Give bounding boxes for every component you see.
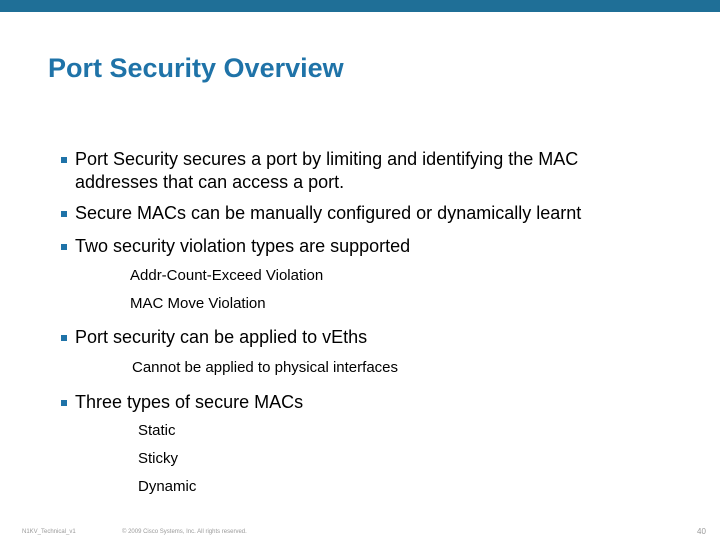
sub-item: Cannot be applied to physical interfaces (132, 359, 399, 376)
bullet-text: Port Security secures a port by limiting and identifying the MAC addresses that can access a port. (75, 149, 579, 192)
bullet-square-icon (61, 335, 67, 341)
sub-item: Dynamic (138, 478, 197, 495)
bullet-text: Secure MACs can be manually configured or dynamically learnt (75, 203, 582, 223)
bullet-square-icon (61, 244, 67, 250)
bullet-square-icon (61, 400, 67, 406)
sub-item: Static (138, 422, 176, 439)
bullet-text: Three types of secure MACs (75, 392, 304, 412)
slide-title: Port Security Overview (48, 53, 344, 83)
bullet-square-icon (61, 211, 67, 217)
sub-item: Sticky (138, 450, 179, 467)
footer-doc-id: N1KV_Technical_v1 (22, 529, 76, 535)
bullet-item (61, 202, 681, 225)
bullet-item (61, 391, 681, 414)
footer-copyright: © 2009 Cisco Systems, Inc. All rights reserved. (122, 529, 247, 535)
bullet-item (61, 235, 681, 258)
bullet-text: Port security can be applied to vEths (75, 327, 368, 347)
bullet-square-icon (61, 157, 67, 163)
sub-item: MAC Move Violation (130, 295, 266, 312)
bullet-text: Two security violation types are supported (75, 236, 411, 256)
bullet-item (61, 148, 661, 194)
top-accent-bar (0, 0, 720, 12)
footer-page-number: 40 (697, 527, 706, 536)
sub-item: Addr-Count-Exceed Violation (130, 267, 324, 284)
bullet-item (61, 326, 681, 349)
